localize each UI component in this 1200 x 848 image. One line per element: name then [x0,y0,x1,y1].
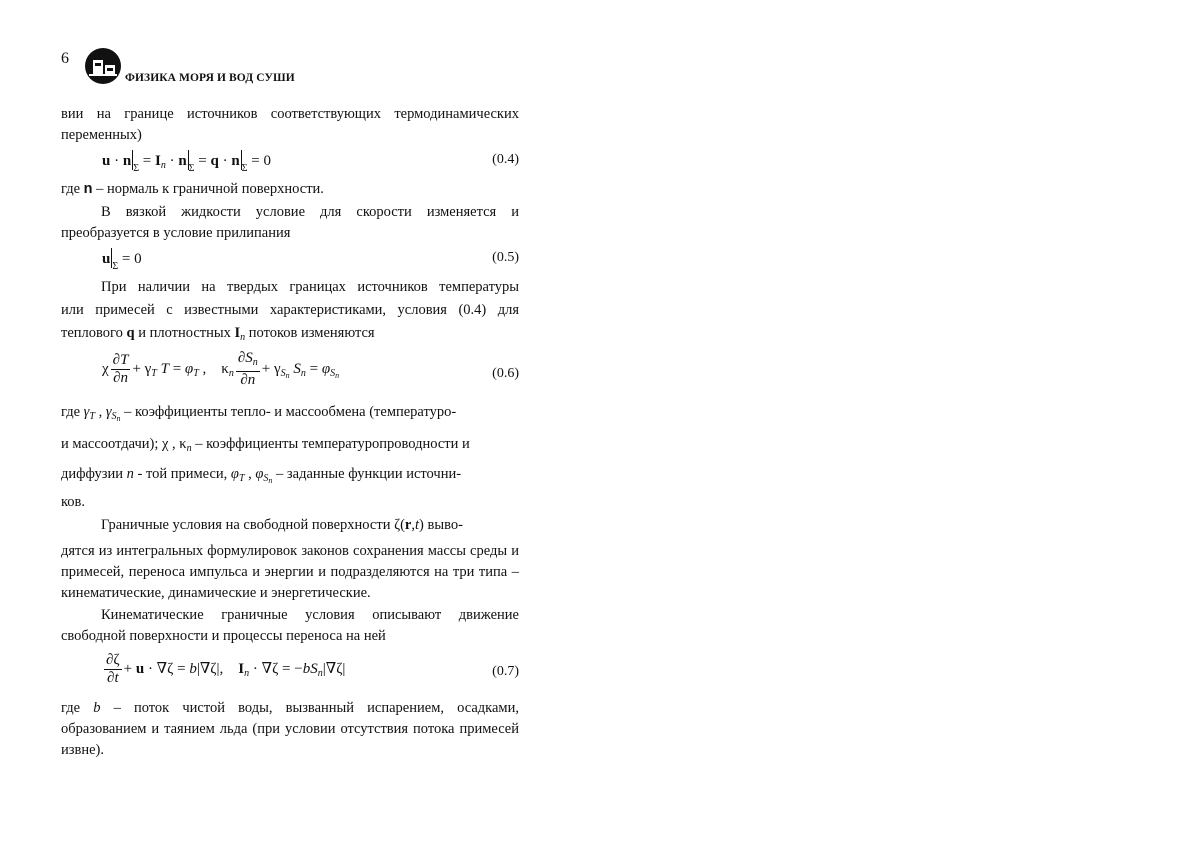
page-number: 6 [61,50,69,67]
paragraph-line: или примесей с известными характеристиками, условия (0.4) для [61,302,519,318]
equation-number: (0.6) [492,366,519,381]
equation-0-4: u · n $_\Sigma = I_n \cdot n$ $_\Sigma$ = q · n $_\Sigma$ = 0 [102,150,271,174]
paragraph-line: где n – нормаль к граничной поверхности. [61,181,324,197]
paragraph: дятся из интегральных формулировок законов сохранения массы среды и примесей, переноса импульса и энергии и подразделяются на три типа – кинематические, динамические и энергетические. [61,543,519,601]
paragraph-line: ков. [61,494,86,510]
paragraph: Кинематические граничные условия описывают движение свободной поверхности и процессы переноса на ней [61,607,519,644]
paragraph-line: При наличии на твердых границах источников температуры [101,279,519,295]
equation-number: (0.4) [492,152,519,167]
equation-number: (0.7) [492,664,519,679]
equation-0-5: u $_\Sigma$ = 0 [102,248,142,272]
paragraph: В вязкой жидкости условие для скорости изменяется и преобразуется в условие прилипания [61,204,519,241]
paragraph-line: где $\gamma_T$ , $\gamma_{S_n}$ – коэффициенты тепло- и массообмена (температуро- [61,404,457,423]
paragraph-line: диффузии n - той примеси, $\varphi_T$ , $\varphi_{S_n}$ – заданные функции источни- [61,466,462,485]
paragraph-line: теплового q и плотностных $I_n$ потоков изменяются [61,325,375,343]
equation-0-6: χ $\frac{\partial T}{\partial n}$ + $\gamma_T$ $T = \varphi_T$ , $\kappa_n$ $\frac{\partial S_n}{\partial n}$ + $\gamma_{S_n}$ $S_n = \varphi_{S_n}$ [102,350,340,388]
running-title: ФИЗИКА МОРЯ И ВОД СУШИ [125,72,295,84]
paragraph: где b – поток чистой воды, вызванный испарением, осадками, образованием и таянием льда (при условии отсутствия потока примесей извне). [61,700,519,758]
paragraph-line: вии на границе источников соответствующих термодинамических [61,106,519,122]
equation-0-7: $\frac{\partial\zeta}{\partial t}$ + u · ∇ζ = b|∇ζ|, $I_n \cdot \nabla\zeta = -bS_n|\nabla\zeta|$ [106,652,346,686]
paragraph-line: Граничные условия на свободной поверхности ζ(r,t) выво- [101,517,463,533]
publisher-logo-icon [84,47,122,85]
paragraph-line: переменных) [61,127,142,143]
paragraph-line: и массоотдачи); χ , $\kappa_n$ – коэффициенты температуропроводности и [61,436,470,454]
equation-number: (0.5) [492,250,519,265]
